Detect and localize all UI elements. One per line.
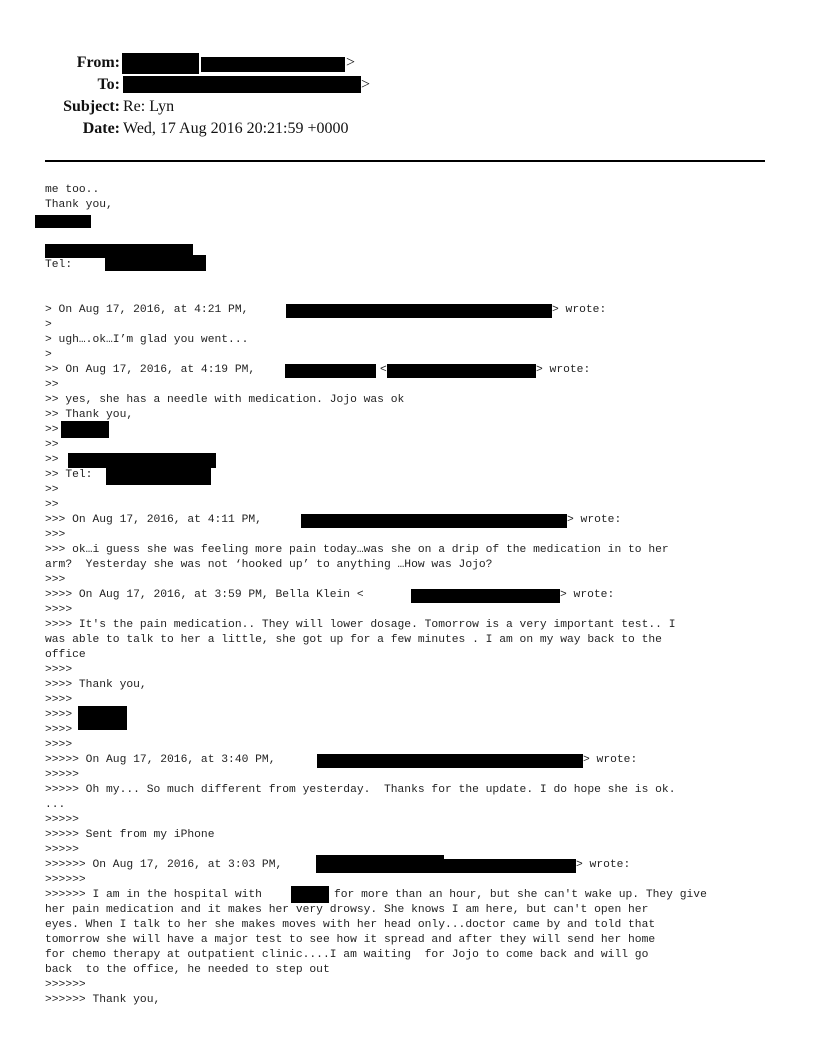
tel-label: Tel: [45, 259, 73, 271]
body-line [45, 723, 780, 738]
redaction-block [291, 886, 329, 903]
header-divider [45, 160, 765, 162]
body-line: >> Thank you, [45, 409, 134, 421]
body-line: > [45, 319, 52, 331]
quote-header: > On Aug 17, 2016, at 4:21 PM, [45, 304, 249, 316]
body-line: > [45, 349, 52, 361]
to-label: To: [97, 76, 120, 93]
to-row [0, 74, 816, 96]
quote-header: >>>>> On Aug 17, 2016, at 3:40 PM, [45, 754, 276, 766]
date-label: Date: [82, 120, 120, 137]
redaction-block [411, 589, 560, 603]
body-line [45, 753, 780, 768]
redaction-block [444, 859, 576, 873]
body-line [45, 288, 780, 303]
body-line: her pain medication and it makes her very drowsy. She knows I am here, but can't open her [45, 904, 649, 916]
quote-marker: >>>> [45, 724, 73, 736]
redaction-block [78, 721, 127, 730]
from-label: From: [76, 54, 120, 71]
body-line [45, 858, 780, 873]
body-line: >> [45, 499, 59, 511]
quote-marker: >> [45, 424, 59, 436]
body-line: >>>> [45, 739, 73, 751]
body-line: >>>> It's the pain medication.. They will lower dosage. Tomorrow is a very important test.. I [45, 619, 676, 631]
tel-label: >> Tel: [45, 469, 93, 481]
quote-header: >>>> On Aug 17, 2016, at 3:59 PM, Bella Klein < [45, 589, 364, 601]
redaction-block [301, 514, 567, 528]
body-line: >>>>> [45, 769, 79, 781]
quote-header: >>> On Aug 17, 2016, at 4:11 PM, [45, 514, 262, 526]
body-line: eyes. When I talk to her she makes moves with her head only...doctor came by and told that [45, 919, 656, 931]
subject-value: Re: Lyn [123, 98, 175, 115]
body-line: >> [45, 439, 59, 451]
redaction-block [286, 304, 552, 318]
angle-bracket: > [361, 76, 371, 93]
redaction-block [201, 57, 345, 72]
body-line: >>>>> Sent from my iPhone [45, 829, 215, 841]
body-line: >> [45, 379, 59, 391]
body-line: >>> ok…i guess she was feeling more pain today…was she on a drip of the medication in to her [45, 544, 669, 556]
body-line: >> [45, 484, 59, 496]
body-line: ... [45, 799, 66, 811]
body-line [45, 423, 780, 438]
body-line [45, 513, 780, 528]
body-text: for more than an hour, but she can't wake up. They give [334, 889, 707, 901]
quote-header-tail: > wrote: [567, 514, 622, 526]
body-line: office [45, 649, 86, 661]
quote-header-tail: > wrote: [552, 304, 607, 316]
body-line [45, 468, 780, 483]
date-row [0, 118, 816, 140]
body-line: >>>>> Oh my... So much different from yesterday. Thanks for the update. I do hope she is ok. [45, 784, 676, 796]
body-line: >>>> [45, 604, 73, 616]
redaction-block [285, 364, 376, 378]
body-line [45, 273, 780, 288]
body-line: >>> [45, 529, 66, 541]
body-line: > ugh….ok…I’m glad you went... [45, 334, 249, 346]
redaction-block [123, 76, 361, 93]
subject-row [0, 96, 816, 118]
body-line: arm? Yesterday she was not ‘hooked up’ to anything …How was Jojo? [45, 559, 493, 571]
body-line [45, 708, 780, 723]
quote-header-tail: > wrote: [576, 859, 631, 871]
redaction-block [316, 855, 444, 873]
body-line: >>>>> [45, 844, 79, 856]
body-line: >>>> [45, 694, 73, 706]
quote-marker: >> [45, 454, 59, 466]
subject-label: Subject: [63, 98, 120, 115]
body-line [45, 363, 780, 378]
body-line: was able to talk to her a little, she got up for a few minutes . I am on my way back to the [45, 634, 662, 646]
redaction-block [387, 364, 536, 378]
body-line [45, 213, 780, 228]
body-line: me too.. [45, 184, 100, 196]
body-line: >>>>>> [45, 874, 86, 886]
body-line: >>>>>> [45, 979, 86, 991]
quote-header: >> On Aug 17, 2016, at 4:19 PM, [45, 364, 256, 376]
body-line [45, 228, 780, 243]
body-line: >>>>> [45, 814, 79, 826]
angle-open: < [380, 364, 387, 376]
angle-bracket: > [346, 54, 356, 71]
body-line: >>>> Thank you, [45, 679, 147, 691]
redaction-block [35, 215, 91, 228]
quote-header-tail: > wrote: [536, 364, 591, 376]
body-line: >>>>>> Thank you, [45, 994, 161, 1006]
quote-marker: >>>> [45, 709, 73, 721]
date-value: Wed, 17 Aug 2016 20:21:59 +0000 [123, 120, 349, 137]
body-line: for chemo therapy at outpatient clinic....I am waiting for Jojo to come back and will go [45, 949, 649, 961]
message-body [45, 183, 780, 1008]
redaction-block [61, 421, 109, 438]
quote-header-tail: > wrote: [583, 754, 638, 766]
body-line [45, 303, 780, 318]
quote-header: >>>>>> On Aug 17, 2016, at 3:03 PM, [45, 859, 283, 871]
redaction-block [105, 255, 206, 271]
body-line: >>> [45, 574, 66, 586]
body-line: >>>> [45, 664, 73, 676]
body-line [45, 588, 780, 603]
body-line: >> yes, she has a needle with medication. Jojo was ok [45, 394, 405, 406]
from-row [0, 52, 816, 74]
redaction-block [122, 53, 199, 74]
body-text: >>>>>> I am in the hospital with [45, 889, 262, 901]
body-line: back to the office, he needed to step out [45, 964, 330, 976]
body-line [45, 888, 780, 903]
redaction-block [317, 754, 583, 768]
body-line [45, 258, 780, 273]
quote-header-tail: > wrote: [560, 589, 615, 601]
body-line: tomorrow she will have a major test to see how it spread and after they will send her home [45, 934, 656, 946]
body-line: Thank you, [45, 199, 113, 211]
